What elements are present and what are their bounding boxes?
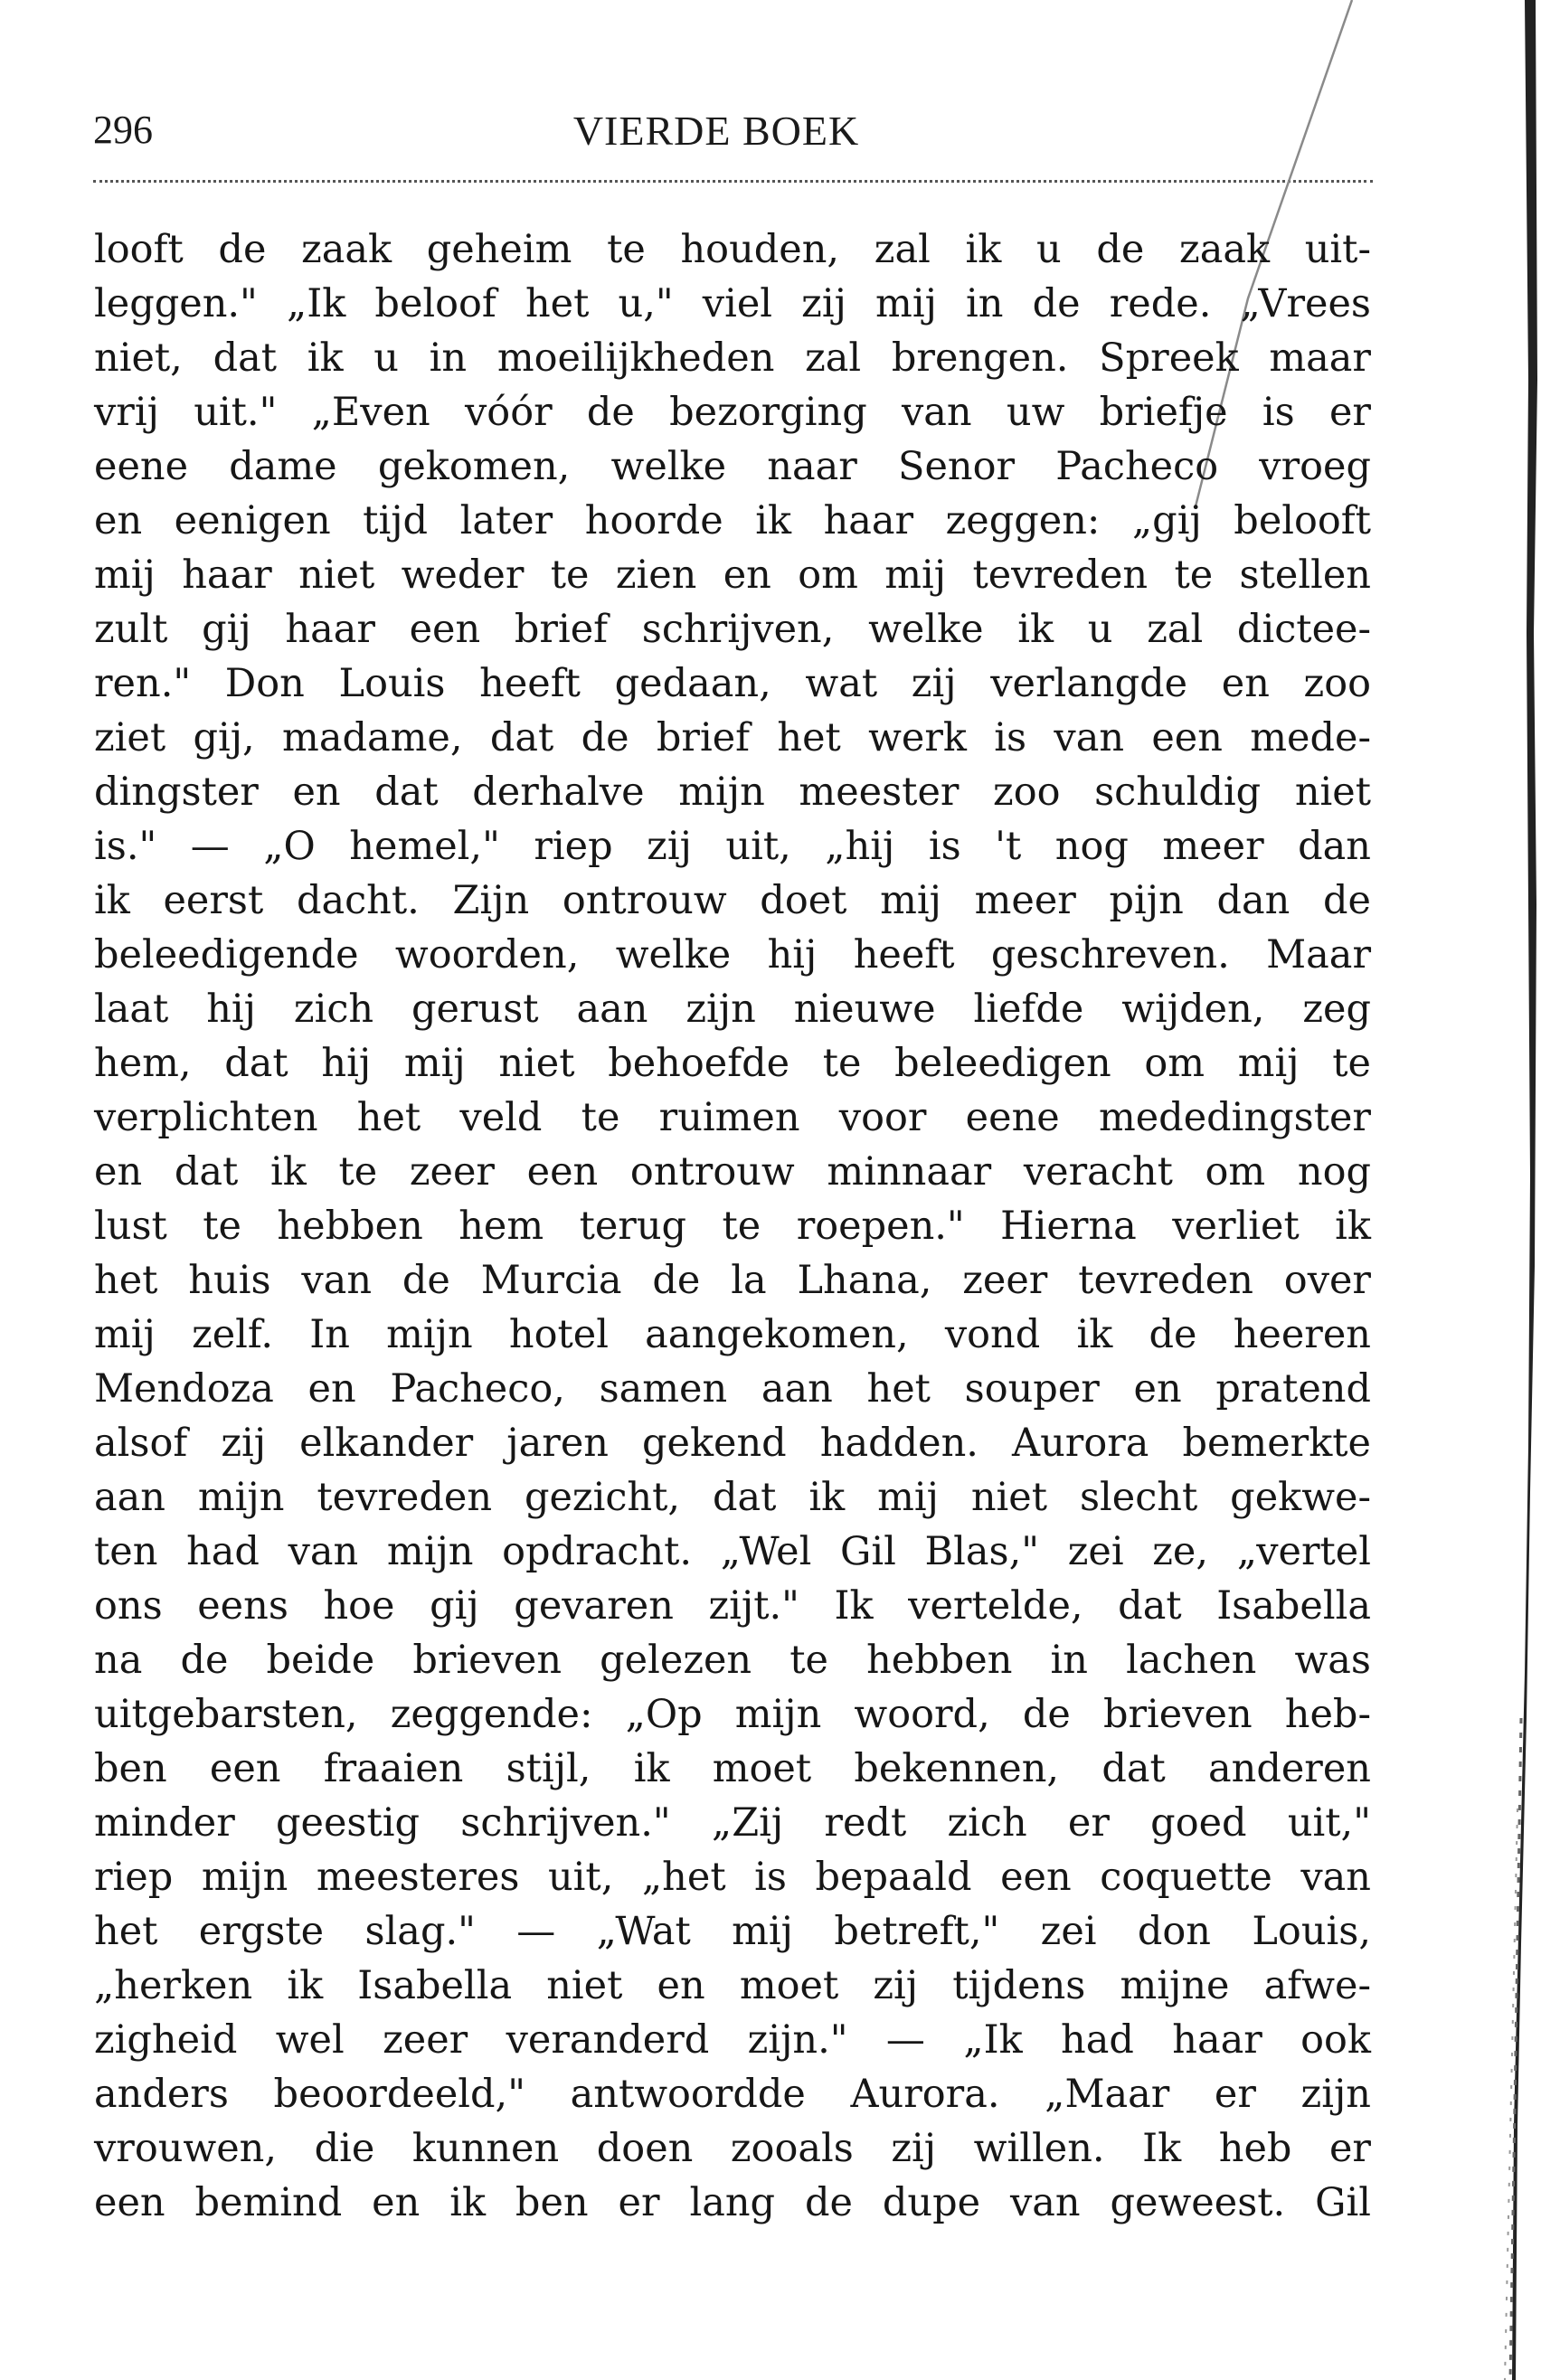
text-line: niet, dat ik u in moeilijkheden zal brengen. Spreek maar bbox=[94, 335, 1371, 381]
text-line: ben een fraaien stijl, ik moet bekennen, dat anderen bbox=[94, 1746, 1371, 1791]
text-line: ziet gij, madame, dat de brief het werk is van een mede- bbox=[94, 715, 1371, 760]
text-line: ren." Don Louis heeft gedaan, wat zij verlangde en zoo bbox=[94, 661, 1371, 706]
text-line: een bemind en ik ben er lang de dupe van geweest. Gil bbox=[94, 2180, 1371, 2225]
text-line: hem, dat hij mij niet behoefde te beleedigen om mij te bbox=[94, 1041, 1371, 1086]
text-line: aan mijn tevreden gezicht, dat ik mij niet slecht gekwe- bbox=[94, 1475, 1371, 1520]
text-line: „herken ik Isabella niet en moet zij tijdens mijne afwe- bbox=[94, 1963, 1371, 2008]
text-line: ik eerst dacht. Zijn ontrouw doet mij meer pijn dan de bbox=[94, 878, 1371, 923]
text-line: en dat ik te zeer een ontrouw minnaar veracht om nog bbox=[94, 1149, 1371, 1195]
text-line: laat hij zich gerust aan zijn nieuwe liefde wijden, zeg bbox=[94, 987, 1371, 1032]
text-line: is." — „O hemel," riep zij uit, „hij is 't nog meer dan bbox=[94, 824, 1371, 869]
text-line: beleedigende woorden, welke hij heeft geschreven. Maar bbox=[94, 932, 1371, 978]
text-line: verplichten het veld te ruimen voor eene mededingster bbox=[94, 1095, 1371, 1140]
text-line: mij haar niet weder te zien en om mij tevreden te stellen bbox=[94, 552, 1371, 598]
text-line: looft de zaak geheim te houden, zal ik u de zaak uit- bbox=[94, 227, 1371, 272]
text-line: eene dame gekomen, welke naar Senor Pacheco vroeg bbox=[94, 444, 1371, 489]
text-line: zult gij haar een brief schrijven, welke ik u zal dictee- bbox=[94, 607, 1371, 652]
text-line: dingster en dat derhalve mijn meester zoo schuldig niet bbox=[94, 770, 1371, 815]
text-line: mij zelf. In mijn hotel aangekomen, vond ik de heeren bbox=[94, 1312, 1371, 1357]
text-line: en eenigen tijd later hoorde ik haar zeggen: „gij belooft bbox=[94, 498, 1371, 543]
page-number: 296 bbox=[93, 108, 153, 152]
text-line: alsof zij elkander jaren gekend hadden. Aurora bemerkte bbox=[94, 1421, 1371, 1466]
running-title-text: VIERDE BOEK bbox=[572, 108, 860, 154]
text-line: leggen." „Ik beloof het u," viel zij mij in de rede. „Vrees bbox=[94, 281, 1371, 326]
scanned-binding-edge bbox=[1494, 0, 1541, 2380]
text-line: na de beide brieven gelezen te hebben in lachen was bbox=[94, 1638, 1371, 1683]
text-line: het ergste slag." — „Wat mij betreft," zei don Louis, bbox=[94, 1909, 1371, 1954]
text-line: lust te hebben hem terug te roepen." Hierna verliet ik bbox=[94, 1204, 1371, 1249]
text-line: minder geestig schrijven." „Zij redt zich er goed uit," bbox=[94, 1800, 1371, 1846]
text-line: vrij uit." „Even vóór de bezorging van uw briefje is er bbox=[94, 390, 1371, 435]
text-line: Mendoza en Pacheco, samen aan het souper en pratend bbox=[94, 1366, 1371, 1412]
text-line: ons eens hoe gij gevaren zijt." Ik vertelde, dat Isabella bbox=[94, 1583, 1371, 1629]
text-line: het huis van de Murcia de la Lhana, zeer tevreden over bbox=[94, 1258, 1371, 1303]
text-line: vrouwen, die kunnen doen zooals zij willen. Ik heb er bbox=[94, 2126, 1371, 2171]
text-line: ten had van mijn opdracht. „Wel Gil Blas," zei ze, „vertel bbox=[94, 1529, 1371, 1574]
text-line: uitgebarsten, zeggende: „Op mijn woord, de brieven heb- bbox=[94, 1692, 1371, 1737]
text-line: riep mijn meesteres uit, „het is bepaald een coquette van bbox=[94, 1855, 1371, 1900]
text-line: zigheid wel zeer veranderd zijn." — „Ik had haar ook bbox=[94, 2017, 1371, 2063]
text-line: anders beoordeeld," antwoordde Aurora. „Maar er zijn bbox=[94, 2072, 1371, 2117]
